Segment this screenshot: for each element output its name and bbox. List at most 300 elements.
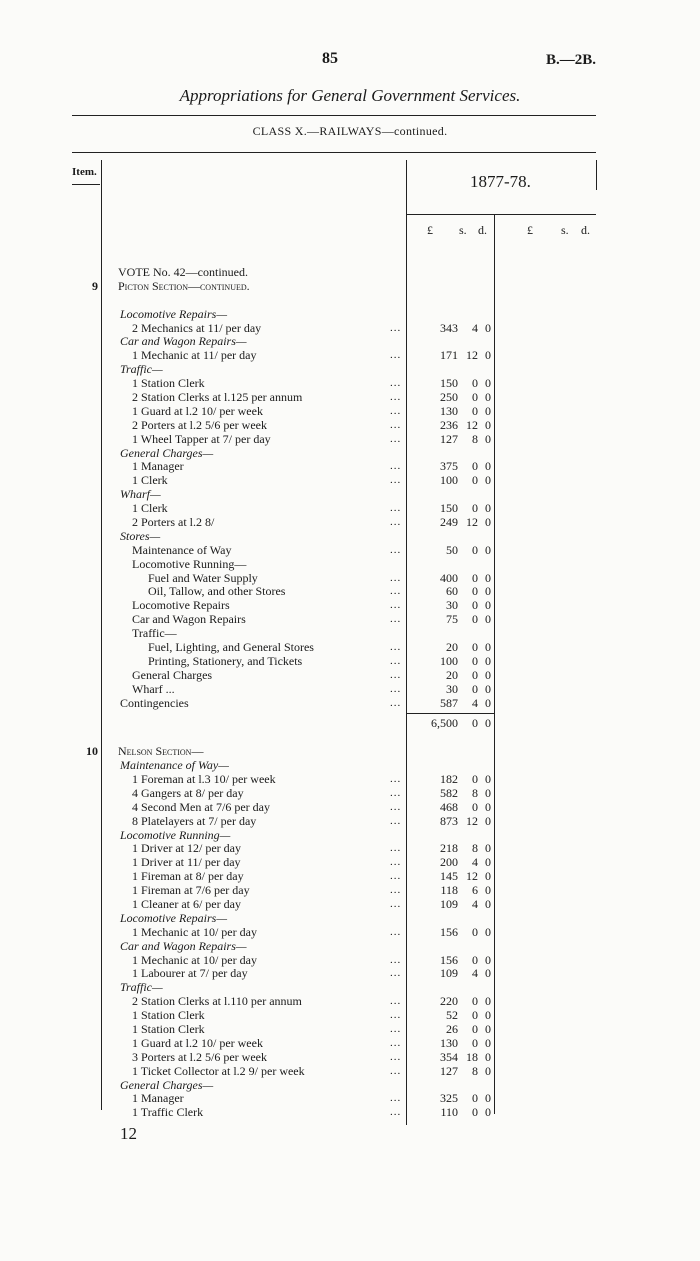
- leader-dots: ...: [390, 856, 402, 869]
- amount-pence: 0: [485, 598, 491, 613]
- line-description: 3 Porters at l.2 5/6 per week: [132, 1049, 267, 1064]
- amount-shillings: 8: [472, 1063, 478, 1078]
- table-row: [74, 655, 504, 669]
- leader-dots: ...: [390, 1064, 402, 1077]
- amount-pence: 0: [485, 897, 491, 912]
- amount-pounds: 127: [440, 431, 458, 446]
- leader-dots: ...: [390, 432, 402, 445]
- amount-pounds: 109: [440, 966, 458, 981]
- amount-pence: 0: [485, 348, 491, 363]
- amount-pounds: 20: [446, 640, 458, 655]
- amount-pounds: 343: [440, 320, 458, 335]
- row-spacer: [74, 294, 504, 308]
- amount-shillings: 4: [472, 897, 478, 912]
- amount-pounds: 130: [440, 403, 458, 418]
- amount-pence: 0: [485, 1049, 491, 1064]
- class-heading: CLASS X.—RAILWAYS—continued.: [252, 124, 448, 138]
- amount-shillings: 0: [472, 653, 478, 668]
- header-rule: [72, 115, 596, 116]
- table-row: [74, 391, 504, 405]
- leader-dots: ...: [390, 1036, 402, 1049]
- line-description: Locomotive Repairs: [132, 598, 230, 613]
- amount-shillings: 4: [472, 855, 478, 870]
- amount-pounds: 582: [440, 785, 458, 800]
- amount-pounds: 236: [440, 417, 458, 432]
- amount-shillings: 12: [466, 515, 478, 530]
- amount-pounds: 127: [440, 1063, 458, 1078]
- table-row: [74, 697, 504, 711]
- item-column-header: Item.: [72, 166, 97, 178]
- line-description: Picton Section—continued.: [118, 278, 250, 293]
- amount-pence: 0: [485, 924, 491, 939]
- leader-dots: ...: [390, 377, 402, 390]
- amount-pounds: 30: [446, 598, 458, 613]
- amount-pounds: 354: [440, 1049, 458, 1064]
- amount-pence: 0: [485, 813, 491, 828]
- amount-pounds: 250: [440, 390, 458, 405]
- amount-pounds: 200: [440, 855, 458, 870]
- amount-pence: 0: [485, 883, 491, 898]
- amount-pounds: 375: [440, 459, 458, 474]
- amount-pounds: 468: [440, 799, 458, 814]
- table-row: [74, 856, 504, 870]
- amount-pounds: 587: [440, 695, 458, 710]
- leader-dots: ...: [390, 654, 402, 667]
- amount-shillings: 0: [472, 403, 478, 418]
- table-row: [74, 460, 504, 474]
- amount-pence: 0: [485, 1105, 491, 1120]
- leader-dots: ...: [390, 884, 402, 897]
- amount-pounds: 75: [446, 612, 458, 627]
- year-header-rule: [406, 214, 596, 215]
- table-row: [74, 405, 504, 419]
- table-row: [74, 1009, 504, 1023]
- section-total-row: [74, 717, 504, 731]
- amount-shillings: 6: [472, 883, 478, 898]
- line-description: 1 Labourer at 7/ per day: [132, 966, 248, 981]
- amount-shillings: 0: [472, 473, 478, 488]
- table-row: [74, 815, 504, 829]
- amount-shillings: 0: [472, 1022, 478, 1037]
- leader-dots: ...: [390, 321, 402, 334]
- amount-shillings: 0: [472, 640, 478, 655]
- line-description: 1 Station Clerk: [132, 1022, 205, 1037]
- amount-pence: 0: [485, 716, 491, 731]
- leader-dots: ...: [390, 1009, 402, 1022]
- leader-dots: ...: [390, 814, 402, 827]
- table-row: [74, 322, 504, 336]
- line-description: 2 Mechanics at 11/ per day: [132, 320, 262, 335]
- line-description: Fuel, Lighting, and General Stores: [148, 640, 314, 655]
- amount-shillings: 0: [472, 612, 478, 627]
- table-row: [74, 926, 504, 940]
- amount-pounds: 130: [440, 1035, 458, 1050]
- line-description: 1 Guard at l.2 10/ per week: [132, 1035, 263, 1050]
- amount-shillings: 4: [472, 966, 478, 981]
- leader-dots: ...: [390, 543, 402, 556]
- line-description: 1 Foreman at l.3 10/ per week: [132, 772, 276, 786]
- fiscal-year-header: 1877-78.: [470, 172, 531, 191]
- amount-pence: 0: [485, 1035, 491, 1050]
- amount-pence: 0: [485, 841, 491, 856]
- table-row: [74, 280, 504, 294]
- line-description: Traffic—: [120, 980, 163, 995]
- amount-shillings: 0: [472, 598, 478, 613]
- table-row: [74, 349, 504, 363]
- line-description: Wharf ...: [132, 681, 175, 696]
- amount-pence: 0: [485, 459, 491, 474]
- pence-header-1: d.: [478, 223, 487, 237]
- line-description: 1 Mechanic at 10/ per day: [132, 952, 257, 967]
- line-description: 1 Driver at 11/ per day: [132, 855, 241, 870]
- leader-dots: ...: [390, 1106, 402, 1119]
- leader-dots: ...: [390, 800, 402, 813]
- amount-shillings: 0: [472, 390, 478, 405]
- leader-dots: ...: [390, 641, 402, 654]
- line-description: General Charges: [132, 667, 213, 682]
- line-description: VOTE No. 42—continued.: [118, 265, 248, 279]
- amount-pence: 0: [485, 1022, 491, 1037]
- item-number: 10: [86, 744, 98, 759]
- table-row: [74, 898, 504, 912]
- line-description: Oil, Tallow, and other Stores: [148, 584, 286, 599]
- amount-pence: 0: [485, 320, 491, 335]
- table-row: [74, 474, 504, 488]
- table-row: [74, 981, 504, 995]
- table-row: [74, 801, 504, 815]
- line-description: Car and Wagon Repairs—: [120, 938, 247, 953]
- table-row: [74, 940, 504, 954]
- amount-pounds: 400: [440, 570, 458, 585]
- amount-pence: 0: [485, 667, 491, 682]
- amount-shillings: 0: [472, 994, 478, 1009]
- amount-pence: 0: [485, 855, 491, 870]
- line-description: 1 Clerk: [132, 473, 168, 488]
- leader-dots: ...: [390, 391, 402, 404]
- amount-pounds: 873: [440, 813, 458, 828]
- amount-shillings: 4: [472, 695, 478, 710]
- line-description: Contingencies: [120, 695, 189, 710]
- amount-shillings: 0: [472, 772, 478, 786]
- amount-shillings: 12: [466, 869, 478, 884]
- amount-pounds: 100: [440, 473, 458, 488]
- amount-pence: 0: [485, 1063, 491, 1078]
- amount-pounds: 325: [440, 1091, 458, 1106]
- line-description: Car and Wagon Repairs: [132, 612, 246, 627]
- amount-pounds: 118: [440, 883, 458, 898]
- amount-shillings: 8: [472, 431, 478, 446]
- amount-pence: 0: [485, 952, 491, 967]
- leader-dots: ...: [390, 1023, 402, 1036]
- line-description: Locomotive Running—: [132, 556, 247, 571]
- table-row: [74, 1092, 504, 1106]
- table-row: [74, 613, 504, 627]
- table-row: [74, 1079, 504, 1093]
- table-row: [74, 502, 504, 516]
- table-row: [74, 1065, 504, 1079]
- item-number: 9: [92, 278, 98, 293]
- table-row: [74, 683, 504, 697]
- line-description: Traffic—: [120, 362, 163, 377]
- amount-pence: 0: [485, 431, 491, 446]
- line-description: Locomotive Running—: [120, 827, 231, 842]
- amount-pence: 0: [485, 501, 491, 516]
- amount-pence: 0: [485, 390, 491, 405]
- table-row: [74, 884, 504, 898]
- amount-pounds: 156: [440, 952, 458, 967]
- line-description: 1 Guard at l.2 10/ per week: [132, 403, 263, 418]
- line-description: Stores—: [120, 528, 161, 543]
- amount-pence: 0: [485, 376, 491, 391]
- amount-pence: 0: [485, 612, 491, 627]
- line-description: 4 Gangers at 8/ per day: [132, 785, 244, 800]
- line-description: Nelson Section—: [118, 744, 204, 759]
- amount-pence: 0: [485, 584, 491, 599]
- amount-pence: 0: [485, 473, 491, 488]
- table-row: [74, 599, 504, 613]
- line-description: Locomotive Repairs—: [120, 910, 227, 925]
- pounds-header-1: £: [427, 223, 433, 237]
- table-row: [74, 1051, 504, 1065]
- table-row: [74, 488, 504, 502]
- table-row: [74, 558, 504, 572]
- amount-pounds: 150: [440, 376, 458, 391]
- line-description: Maintenance of Way: [132, 542, 232, 557]
- line-description: Fuel and Water Supply: [148, 570, 258, 585]
- line-description: 1 Manager: [132, 1091, 184, 1106]
- amount-shillings: 12: [466, 417, 478, 432]
- table-row: [74, 759, 504, 773]
- amount-pence: 0: [485, 1008, 491, 1023]
- leader-dots: ...: [390, 460, 402, 473]
- line-description: 1 Wheel Tapper at 7/ per day: [132, 431, 271, 446]
- amount-shillings: 8: [472, 785, 478, 800]
- amount-pounds: 26: [446, 1022, 458, 1037]
- leader-dots: ...: [390, 953, 402, 966]
- table-row: [74, 377, 504, 391]
- table-row: [74, 530, 504, 544]
- amount-pence: 0: [485, 515, 491, 530]
- line-description: General Charges—: [120, 445, 214, 460]
- shillings-header-2: s.: [561, 223, 569, 237]
- amount-pounds: 150: [440, 501, 458, 516]
- right-edge-divider: [596, 160, 597, 190]
- amount-pounds: 110: [440, 1105, 458, 1120]
- line-description: Wharf—: [120, 487, 161, 502]
- amount-shillings: 4: [472, 320, 478, 335]
- line-description: Printing, Stationery, and Tickets: [148, 653, 303, 668]
- amount-pence: 0: [485, 653, 491, 668]
- amount-shillings: 0: [472, 570, 478, 585]
- amount-pence: 0: [485, 994, 491, 1009]
- line-description: 2 Porters at l.2 5/6 per week: [132, 417, 267, 432]
- leader-dots: ...: [390, 682, 402, 695]
- table-row: [74, 363, 504, 377]
- table-row: [74, 516, 504, 530]
- line-description: 1 Traffic Clerk: [132, 1105, 204, 1120]
- leader-dots: ...: [390, 349, 402, 362]
- line-description: 2 Porters at l.2 8/: [132, 515, 215, 530]
- amount-pence: 0: [485, 570, 491, 585]
- table-row: [74, 954, 504, 968]
- amount-shillings: 0: [472, 542, 478, 557]
- pounds-header-2: £: [527, 223, 533, 237]
- leader-dots: ...: [390, 773, 402, 785]
- amount-pence: 0: [485, 542, 491, 557]
- table-row: [74, 572, 504, 586]
- line-description: 8 Platelayers at 7/ per day: [132, 813, 257, 828]
- amount-pounds: 30: [446, 681, 458, 696]
- amount-pounds: 52: [446, 1008, 458, 1023]
- table-row: [74, 1037, 504, 1051]
- amount-pence: 0: [485, 785, 491, 800]
- amount-pounds: 100: [440, 653, 458, 668]
- amount-shillings: 0: [472, 1091, 478, 1106]
- amount-pounds: 6,500: [431, 716, 458, 731]
- leader-dots: ...: [390, 898, 402, 911]
- shillings-header-1: s.: [459, 223, 467, 237]
- amount-shillings: 0: [472, 952, 478, 967]
- line-description: 1 Mechanic at 10/ per day: [132, 924, 257, 939]
- leader-dots: ...: [390, 696, 402, 709]
- table-row: [74, 787, 504, 801]
- leader-dots: ...: [390, 967, 402, 980]
- row-spacer: [74, 731, 504, 745]
- amount-pence: 0: [485, 869, 491, 884]
- page-number: 85: [322, 50, 338, 67]
- leader-dots: ...: [390, 668, 402, 681]
- amount-shillings: 0: [472, 1008, 478, 1023]
- table-row: [74, 1023, 504, 1037]
- amount-pounds: 60: [446, 584, 458, 599]
- table-row: [74, 842, 504, 856]
- amount-pence: 0: [485, 799, 491, 814]
- line-description: 1 Station Clerk: [132, 376, 205, 391]
- line-description: Traffic—: [132, 626, 177, 641]
- leader-dots: ...: [390, 571, 402, 584]
- line-description: 2 Station Clerks at l.110 per annum: [132, 994, 302, 1009]
- amount-shillings: 18: [466, 1049, 478, 1064]
- page-title: Appropriations for General Government Services.: [179, 86, 521, 105]
- amount-shillings: 0: [472, 584, 478, 599]
- table-row: [74, 433, 504, 447]
- amount-pence: 0: [485, 681, 491, 696]
- amount-pounds: 156: [440, 924, 458, 939]
- table-row: [74, 419, 504, 433]
- line-description: Locomotive Repairs—: [120, 306, 227, 321]
- amount-pounds: 145: [440, 869, 458, 884]
- table-top-rule: [72, 152, 596, 153]
- table-row: [74, 641, 504, 655]
- leader-dots: ...: [390, 502, 402, 515]
- amount-pounds: 20: [446, 667, 458, 682]
- amount-pence: 0: [485, 403, 491, 418]
- table-row: [74, 912, 504, 926]
- leader-dots: ...: [390, 1050, 402, 1063]
- leader-dots: ...: [390, 1092, 402, 1105]
- leader-dots: ...: [390, 599, 402, 612]
- amount-shillings: 0: [472, 376, 478, 391]
- amount-pounds: 220: [440, 994, 458, 1009]
- line-description: 1 Station Clerk: [132, 1008, 205, 1023]
- line-description: 1 Fireman at 8/ per day: [132, 869, 244, 884]
- amount-pounds: 182: [440, 772, 458, 786]
- line-description: 4 Second Men at 7/6 per day: [132, 799, 270, 814]
- line-description: 1 Clerk: [132, 501, 168, 516]
- line-description: 1 Fireman at 7/6 per day: [132, 883, 250, 898]
- amount-shillings: 0: [472, 459, 478, 474]
- amount-shillings: 0: [472, 681, 478, 696]
- line-description: 2 Station Clerks at l.125 per annum: [132, 390, 303, 405]
- table-row: [74, 266, 504, 280]
- table-row: [74, 335, 504, 349]
- table-row: [74, 585, 504, 599]
- leader-dots: ...: [390, 842, 402, 855]
- line-description: 1 Ticket Collector at l.2 9/ per week: [132, 1063, 305, 1078]
- line-description: 1 Manager: [132, 459, 184, 474]
- table-row: [74, 447, 504, 461]
- amount-shillings: 0: [472, 667, 478, 682]
- amount-pence: 0: [485, 772, 491, 786]
- line-description: General Charges—: [120, 1077, 214, 1092]
- signature-mark: 12: [120, 1124, 137, 1143]
- leader-dots: ...: [390, 516, 402, 529]
- amount-pounds: 109: [440, 897, 458, 912]
- table-row: [74, 773, 504, 787]
- amount-shillings: 0: [472, 716, 478, 731]
- amount-shillings: 0: [472, 501, 478, 516]
- leader-dots: ...: [390, 404, 402, 417]
- item-header-underline: [72, 184, 100, 185]
- table-row: [74, 829, 504, 843]
- table-row: [74, 669, 504, 683]
- line-description: Car and Wagon Repairs—: [120, 334, 247, 349]
- amount-shillings: 0: [472, 924, 478, 939]
- amount-shillings: 12: [466, 348, 478, 363]
- amount-pence: 0: [485, 1091, 491, 1106]
- amount-pence: 0: [485, 640, 491, 655]
- total-rule: [406, 713, 494, 714]
- line-description: Maintenance of Way—: [120, 758, 229, 773]
- amount-pounds: 50: [446, 542, 458, 557]
- amount-shillings: 0: [472, 1105, 478, 1120]
- table-row: [74, 627, 504, 641]
- appropriation-lines: [74, 266, 504, 1120]
- line-description: 1 Cleaner at 6/ per day: [132, 897, 241, 912]
- amount-pounds: 218: [440, 841, 458, 856]
- amount-shillings: 0: [472, 799, 478, 814]
- line-description: 1 Driver at 12/ per day: [132, 841, 241, 856]
- pence-header-2: d.: [581, 223, 590, 237]
- table-row: [74, 995, 504, 1009]
- leader-dots: ...: [390, 418, 402, 431]
- leader-dots: ...: [390, 786, 402, 799]
- table-row: [74, 308, 504, 322]
- leader-dots: ...: [390, 995, 402, 1008]
- leader-dots: ...: [390, 925, 402, 938]
- leader-dots: ...: [390, 474, 402, 487]
- amount-pence: 0: [485, 966, 491, 981]
- amount-pounds: 249: [440, 515, 458, 530]
- table-row: [74, 544, 504, 558]
- table-row: [74, 967, 504, 981]
- leader-dots: ...: [390, 585, 402, 598]
- leader-dots: ...: [390, 870, 402, 883]
- amount-shillings: 8: [472, 841, 478, 856]
- amount-shillings: 0: [472, 1035, 478, 1050]
- leader-dots: ...: [390, 613, 402, 626]
- amount-pence: 0: [485, 695, 491, 710]
